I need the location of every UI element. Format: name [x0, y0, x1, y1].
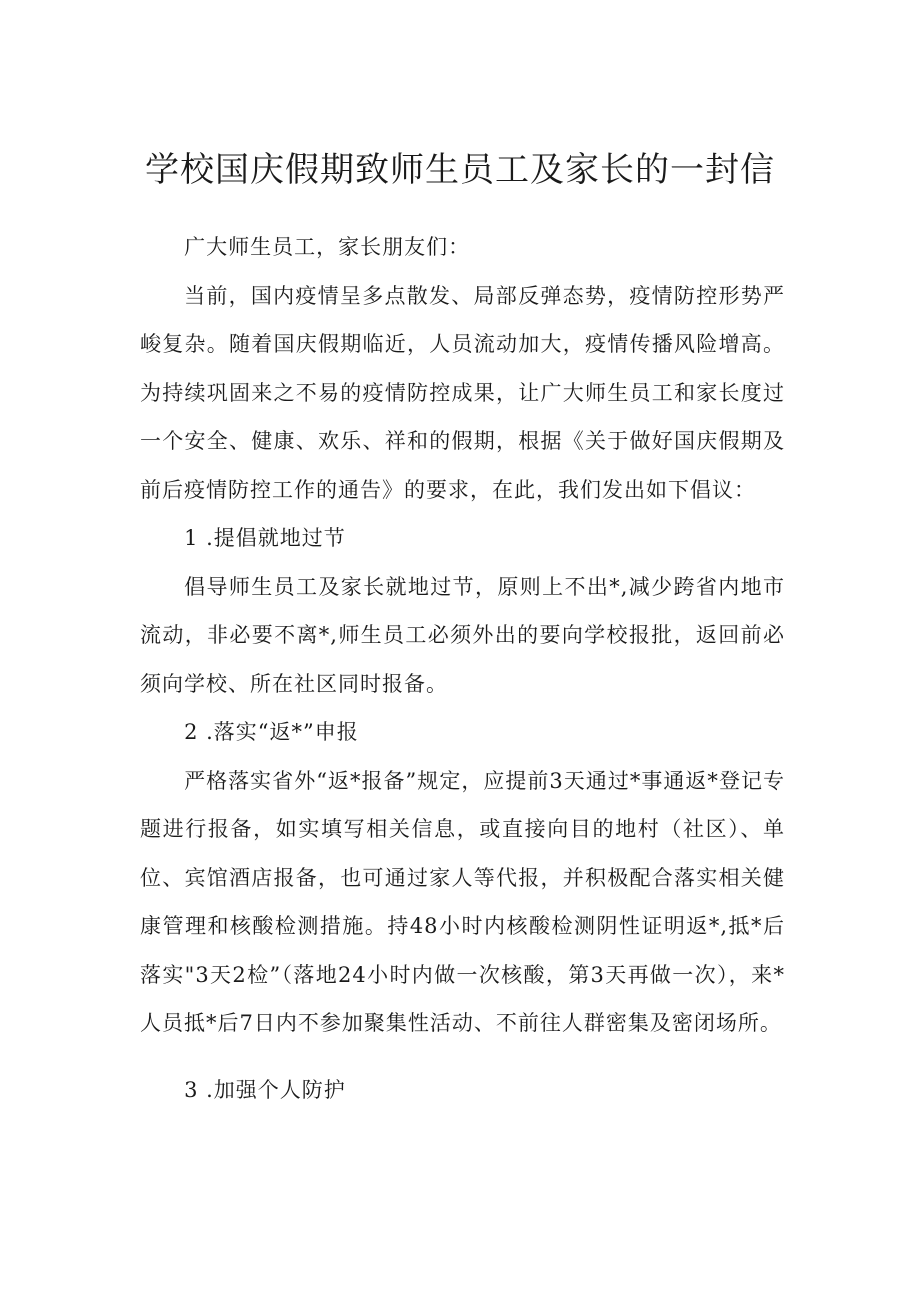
- section-1-heading: 1 .提倡就地过节: [184, 526, 346, 550]
- intro-paragraph: 当前，国内疫情呈多点散发、局部反弹态势，疫情防控形势严峻复杂。随着国庆假期临近，人员流动加大，疫情传播风险增高。为持续巩固来之不易的疫情防控成果，让广大师生员工和家长度过一个安全、健康、欢乐、祥和的假期，根据《关于做好国庆假期及前后疫情防控工作的通告》的要求，在此，我们发出如下倡议：: [140, 283, 785, 502]
- section-3-heading: 3 .加强个人防护: [184, 1077, 346, 1102]
- document-title: 学校国庆假期致师生员工及家长的一封信: [145, 150, 775, 190]
- letter-body: [140, 223, 785, 1114]
- section-2-heading: 2 .落实“返*”申报: [184, 720, 359, 744]
- section-2-body: 严格落实省外“返*报备”规定，应提前3天通过*事通返*登记专题进行报备，如实填写相关信息，或直接向目的地村（社区）、单位、宾馆酒店报备，也可通过家人等代报，并积极配合落实相关健康管理和核酸检测措施。持48小时内核酸检测阴性证明返*,抵*后落实"3天2检”（落地24小时内做一次核酸，第3天再做一次），来*人员抵*后7日内不参加聚集性活动、不前往人群密集及密闭场所。: [140, 768, 785, 1035]
- section-1-body: 倡导师生员工及家长就地过节，原则上不出*,减少跨省内地市流动，非必要不离*,师生员工必须外出的要向学校报批，返回前必须向学校、所在社区同时报备。: [140, 574, 785, 696]
- salutation: 广大师生员工，家长朋友们：: [184, 235, 471, 259]
